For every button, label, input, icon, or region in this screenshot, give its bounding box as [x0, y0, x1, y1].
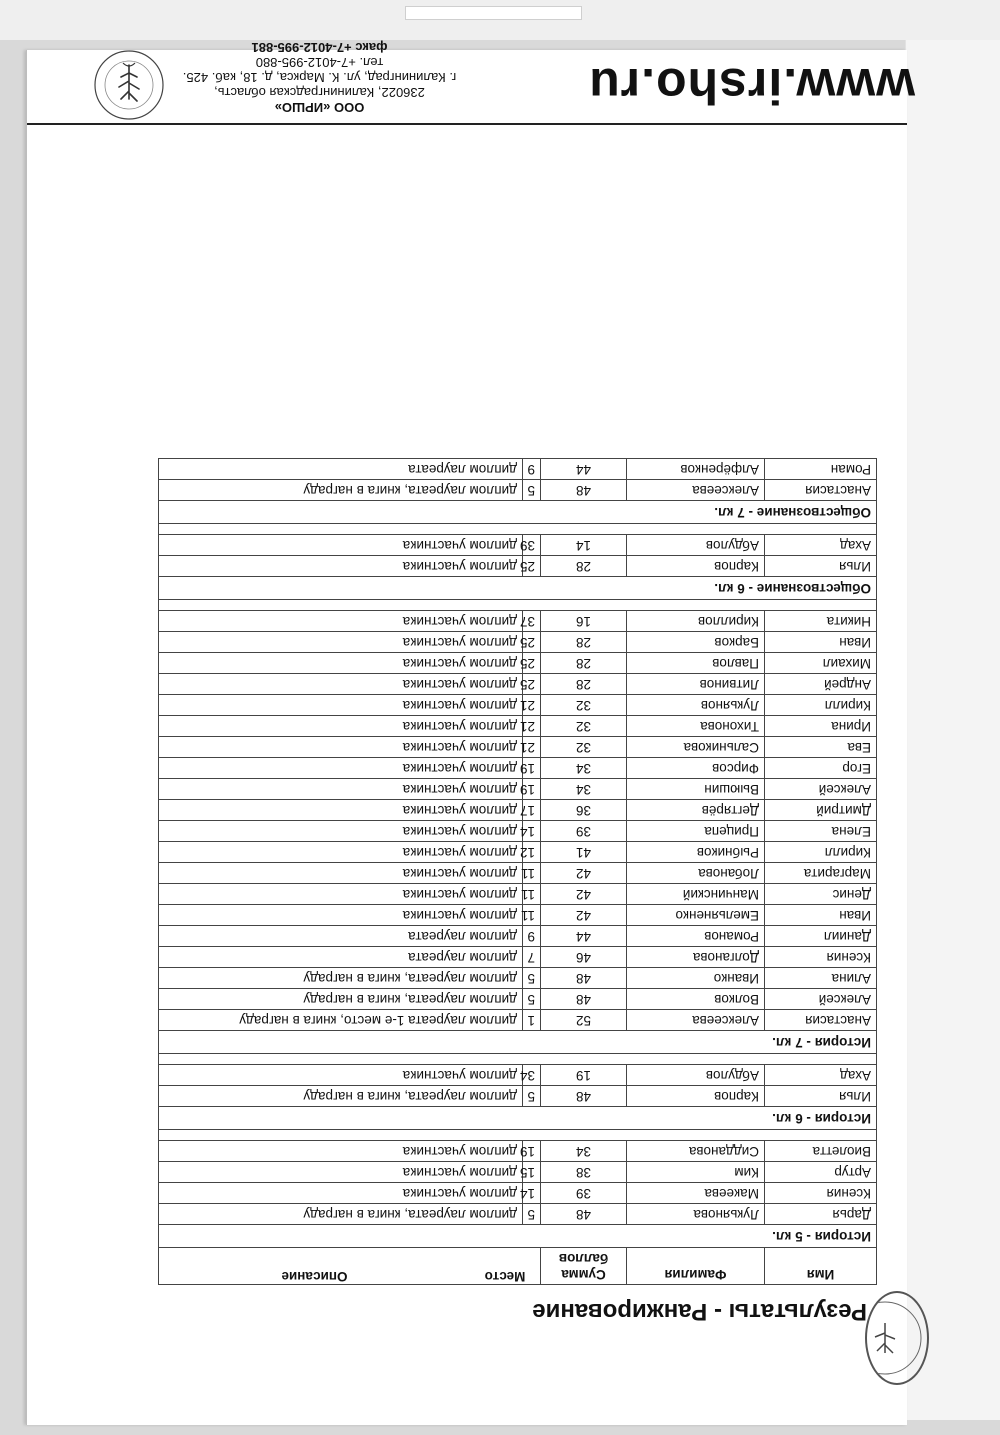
section-title: История - 6 кл.	[158, 1107, 876, 1130]
cell-surname: Алфёренков	[627, 459, 765, 480]
cell-score: 34	[541, 1141, 627, 1162]
cell-surname: Павлов	[627, 653, 765, 674]
cell-name: Артур	[765, 1162, 877, 1183]
cell-name: Ксения	[765, 947, 877, 968]
table-row	[158, 1086, 876, 1107]
cell-name: Ахад	[765, 1065, 877, 1086]
table-row	[158, 989, 876, 1010]
section-title: Обществознание - 7 кл.	[158, 501, 876, 524]
table-row	[158, 842, 876, 863]
cell-name: Ева	[765, 737, 877, 758]
table-row	[158, 1204, 876, 1225]
underlying-page-edge	[905, 40, 1000, 1420]
cell-place: 21	[523, 716, 541, 737]
cell-name: Иван	[765, 632, 877, 653]
cell-description: диплом участника	[158, 884, 522, 905]
cell-score: 19	[541, 1065, 627, 1086]
cell-score: 48	[541, 989, 627, 1010]
footer	[27, 40, 915, 125]
table-body	[158, 459, 876, 1248]
cell-score: 46	[541, 947, 627, 968]
cell-surname: Емельяненко	[627, 905, 765, 926]
cell-description: диплом участника	[158, 842, 522, 863]
col-header-place-desc	[158, 1248, 540, 1285]
cell-surname: Дегтярёв	[627, 800, 765, 821]
cell-description: диплом участника	[158, 1141, 522, 1162]
cell-name: Илья	[765, 556, 877, 577]
section-header-row	[158, 577, 876, 600]
cell-surname: Карпов	[627, 556, 765, 577]
cell-surname: Лукьянова	[627, 1204, 765, 1225]
cell-place: 19	[523, 758, 541, 779]
cell-place: 5	[523, 989, 541, 1010]
cell-description: диплом участника	[158, 1162, 522, 1183]
cell-description: диплом лауреата, книга в награду	[158, 1086, 522, 1107]
table-row	[158, 1141, 876, 1162]
cell-surname: Тихонова	[627, 716, 765, 737]
cell-place: 12	[523, 842, 541, 863]
cell-description: диплом участника	[158, 674, 522, 695]
col-header-description: Описание	[281, 1269, 348, 1284]
cell-description: диплом лауреата, книга в награду	[158, 968, 522, 989]
cell-score: 16	[541, 611, 627, 632]
cell-name: Елена	[765, 821, 877, 842]
cell-place: 11	[523, 905, 541, 926]
cell-name: Андрей	[765, 674, 877, 695]
cell-place: 5	[523, 968, 541, 989]
table-row	[158, 653, 876, 674]
cell-description: диплом участника	[158, 695, 522, 716]
cell-surname: Макеева	[627, 1183, 765, 1204]
cell-name: Ксения	[765, 1183, 877, 1204]
cell-name: Маргарита	[765, 863, 877, 884]
cell-score: 39	[541, 821, 627, 842]
document-page	[26, 40, 915, 1425]
institute-seal-icon	[93, 49, 165, 121]
cell-score: 48	[541, 968, 627, 989]
section-title: История - 7 кл.	[158, 1031, 876, 1054]
cell-place: 37	[523, 611, 541, 632]
cell-surname: Карпов	[627, 1086, 765, 1107]
table-row	[158, 779, 876, 800]
cell-name: Егор	[765, 758, 877, 779]
website-url: www.irsho.ru	[588, 58, 915, 114]
cell-name: Илья	[765, 1086, 877, 1107]
cell-name: Алексей	[765, 989, 877, 1010]
table-row	[158, 480, 876, 501]
cell-surname: Литвинов	[627, 674, 765, 695]
cell-score: 32	[541, 695, 627, 716]
cell-place: 5	[523, 1204, 541, 1225]
cell-name: Анастасия	[765, 1010, 877, 1031]
cell-place: 25	[523, 674, 541, 695]
cell-name: Алексей	[765, 779, 877, 800]
cell-name: Кирилл	[765, 695, 877, 716]
cell-description: диплом участника	[158, 556, 522, 577]
cell-description: диплом участника	[158, 1183, 522, 1204]
table-row	[158, 947, 876, 968]
cell-score: 36	[541, 800, 627, 821]
cell-name: Никита	[765, 611, 877, 632]
cell-description: диплом лауреата, книга в награду	[158, 1204, 522, 1225]
scan-background-top	[0, 0, 1000, 40]
section-header-row	[158, 1031, 876, 1054]
section-title: История - 5 кл.	[158, 1225, 876, 1248]
cell-score: 28	[541, 674, 627, 695]
table-row	[158, 1065, 876, 1086]
cell-description: диплом лауреата	[158, 926, 522, 947]
cell-place: 17	[523, 800, 541, 821]
cell-score: 42	[541, 884, 627, 905]
table-row	[158, 737, 876, 758]
cell-name: Роман	[765, 459, 877, 480]
cell-score: 39	[541, 1183, 627, 1204]
cell-score: 28	[541, 556, 627, 577]
table-row	[158, 821, 876, 842]
col-header-score: Сумма баллов	[541, 1248, 627, 1285]
cell-description: диплом участника	[158, 1065, 522, 1086]
cell-description: диплом участника	[158, 800, 522, 821]
cell-surname: Кириллов	[627, 611, 765, 632]
table-row	[158, 800, 876, 821]
cell-score: 28	[541, 653, 627, 674]
cell-surname: Волков	[627, 989, 765, 1010]
page-title: Результаты - Ранжирование	[532, 1298, 867, 1325]
cell-description: диплом участника	[158, 716, 522, 737]
cell-place: 25	[523, 556, 541, 577]
cell-score: 38	[541, 1162, 627, 1183]
cell-surname: Ким	[627, 1162, 765, 1183]
cell-place: 25	[523, 632, 541, 653]
cell-name: Кирилл	[765, 842, 877, 863]
table-row	[158, 926, 876, 947]
section-spacer	[158, 600, 876, 611]
section-spacer	[158, 1130, 876, 1141]
table-row	[158, 758, 876, 779]
cell-place: 21	[523, 695, 541, 716]
cell-surname: Сидданова	[627, 1141, 765, 1162]
cell-description: диплом лауреата 1-е место, книга в награду	[158, 1010, 522, 1031]
section-title: Обществознание - 6 кл.	[158, 577, 876, 600]
cell-name: Виолетта	[765, 1141, 877, 1162]
cell-score: 48	[541, 1204, 627, 1225]
cell-description: диплом участника	[158, 535, 522, 556]
cell-description: диплом участника	[158, 905, 522, 926]
cell-place: 15	[523, 1162, 541, 1183]
cell-name: Даниил	[765, 926, 877, 947]
section-header-row	[158, 1225, 876, 1248]
cell-score: 48	[541, 480, 627, 501]
section-header-row	[158, 501, 876, 524]
cell-name: Анастасия	[765, 480, 877, 501]
table-row	[158, 611, 876, 632]
address-line-1: 236022, Калининградская область,	[214, 85, 425, 100]
cell-score: 42	[541, 905, 627, 926]
table-row	[158, 716, 876, 737]
cell-name: Дмитрий	[765, 800, 877, 821]
results-table	[158, 458, 877, 1285]
cell-name: Ахад	[765, 535, 877, 556]
cell-description: диплом участника	[158, 758, 522, 779]
cell-place: 9	[523, 926, 541, 947]
table-row	[158, 968, 876, 989]
org-name: ООО «ИРШО»	[274, 100, 365, 115]
cell-description: диплом участника	[158, 863, 522, 884]
cell-place: 39	[523, 535, 541, 556]
cell-surname: Прицепа	[627, 821, 765, 842]
cell-place: 11	[523, 884, 541, 905]
cell-description: диплом лауреата	[158, 459, 522, 480]
table-row	[158, 632, 876, 653]
cell-surname: Иванко	[627, 968, 765, 989]
table-row	[158, 695, 876, 716]
cell-surname: Барков	[627, 632, 765, 653]
cell-surname: Фирсов	[627, 758, 765, 779]
cell-surname: Манчинский	[627, 884, 765, 905]
cell-surname: Романов	[627, 926, 765, 947]
contact-block	[177, 40, 462, 115]
cell-score: 32	[541, 716, 627, 737]
table-row	[158, 1162, 876, 1183]
table-row	[158, 674, 876, 695]
fax: факс +7-4012-995-881	[251, 40, 388, 55]
cell-place: 1	[523, 1010, 541, 1031]
cell-description: диплом участника	[158, 779, 522, 800]
cell-score: 52	[541, 1010, 627, 1031]
cell-place: 14	[523, 1183, 541, 1204]
cell-place: 34	[523, 1065, 541, 1086]
table-row	[158, 905, 876, 926]
cell-place: 7	[523, 947, 541, 968]
table-header-row	[158, 1248, 876, 1285]
cell-place: 25	[523, 653, 541, 674]
cell-description: диплом участника	[158, 821, 522, 842]
cell-description: диплом лауреата	[158, 947, 522, 968]
cell-surname: Сальникова	[627, 737, 765, 758]
cell-surname: Алексеева	[627, 480, 765, 501]
cell-description: диплом участника	[158, 653, 522, 674]
section-spacer	[158, 1054, 876, 1065]
cell-description: диплом участника	[158, 611, 522, 632]
cell-place: 11	[523, 863, 541, 884]
cell-surname: Абдулов	[627, 535, 765, 556]
cell-score: 44	[541, 459, 627, 480]
cell-score: 32	[541, 737, 627, 758]
cell-surname: Абдулов	[627, 1065, 765, 1086]
cell-name: Иван	[765, 905, 877, 926]
cell-description: диплом участника	[158, 737, 522, 758]
cell-surname: Рыбников	[627, 842, 765, 863]
cell-name: Алина	[765, 968, 877, 989]
cell-score: 34	[541, 758, 627, 779]
cell-description: диплом лауреата, книга в награду	[158, 989, 522, 1010]
cell-place: 19	[523, 779, 541, 800]
col-header-surname: Фамилия	[627, 1248, 765, 1285]
cell-name: Ирина	[765, 716, 877, 737]
col-header-place: Место	[484, 1269, 526, 1284]
scan-paper-tab	[405, 6, 582, 20]
cell-place: 5	[523, 480, 541, 501]
table-row	[158, 556, 876, 577]
cell-score: 42	[541, 863, 627, 884]
partial-seal-icon	[865, 1291, 929, 1385]
table-row	[158, 1010, 876, 1031]
table-row	[158, 863, 876, 884]
cell-score: 14	[541, 535, 627, 556]
cell-description: диплом участника	[158, 632, 522, 653]
cell-surname: Алексеева	[627, 1010, 765, 1031]
table-row	[158, 535, 876, 556]
cell-place: 14	[523, 821, 541, 842]
table-row	[158, 1183, 876, 1204]
cell-surname: Выюшин	[627, 779, 765, 800]
address-line-2: г. Калининград, ул. К. Маркса, д. 18, каб. 425.	[182, 70, 457, 85]
cell-name: Дарья	[765, 1204, 877, 1225]
cell-score: 41	[541, 842, 627, 863]
cell-score: 44	[541, 926, 627, 947]
table-row	[158, 884, 876, 905]
rotated-content	[27, 40, 915, 1425]
cell-score: 34	[541, 779, 627, 800]
col-header-name: Имя	[765, 1248, 877, 1285]
cell-surname: Лобанова	[627, 863, 765, 884]
section-header-row	[158, 1107, 876, 1130]
cell-place: 9	[523, 459, 541, 480]
cell-place: 21	[523, 737, 541, 758]
cell-score: 48	[541, 1086, 627, 1107]
cell-surname: Долганова	[627, 947, 765, 968]
cell-place: 19	[523, 1141, 541, 1162]
cell-description: диплом лауреата, книга в награду	[158, 480, 522, 501]
section-spacer	[158, 524, 876, 535]
table-row	[158, 459, 876, 480]
cell-name: Денис	[765, 884, 877, 905]
cell-place: 5	[523, 1086, 541, 1107]
cell-name: Михаил	[765, 653, 877, 674]
cell-surname: Лукьянов	[627, 695, 765, 716]
cell-score: 28	[541, 632, 627, 653]
phone: тел. +7-4012-995-880	[255, 55, 384, 70]
